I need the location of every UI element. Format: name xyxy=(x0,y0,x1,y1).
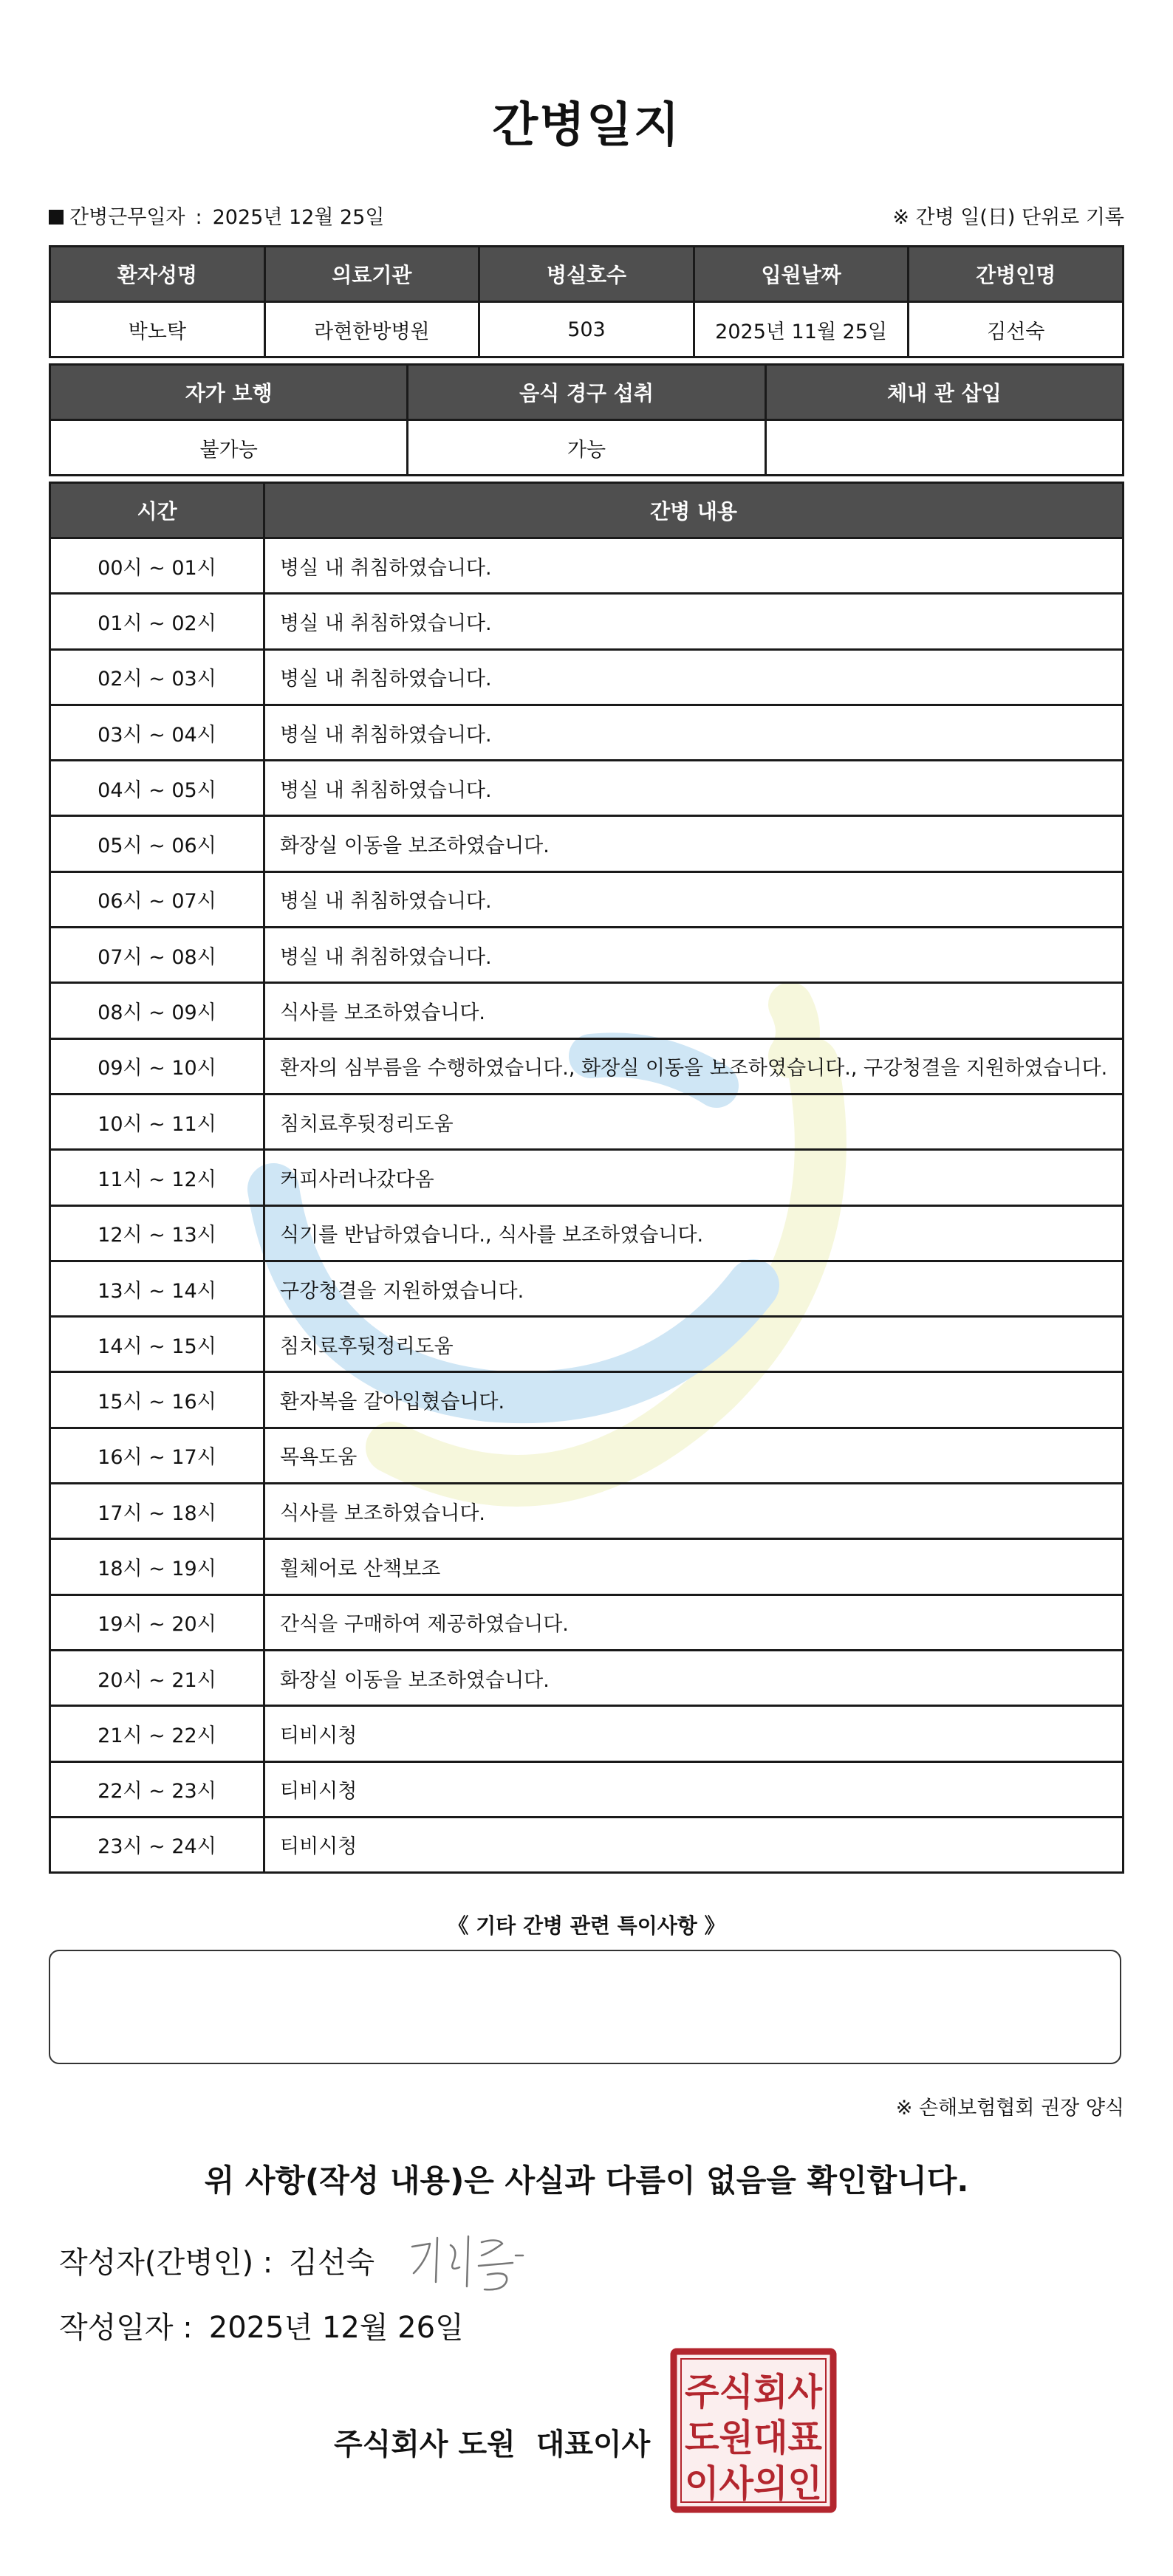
table-row xyxy=(50,1761,1124,1817)
hospital-name: 라현한방병원 xyxy=(264,302,479,357)
writer-name: 김선숙 xyxy=(289,2246,375,2280)
log-content: 화장실 이동을 보조하였습니다. xyxy=(264,816,1124,871)
svg-text:이사의인: 이사의인 xyxy=(685,2462,822,2505)
work-date-row xyxy=(49,201,1124,230)
log-content: 식사를 보조하였습니다. xyxy=(264,983,1124,1038)
log-time: 23시 ~ 24시 xyxy=(50,1817,264,1872)
table-row xyxy=(50,302,1124,357)
table-row xyxy=(50,1317,1124,1372)
log-time: 00시 ~ 01시 xyxy=(50,538,264,594)
log-time: 18시 ~ 19시 xyxy=(50,1539,264,1594)
log-content: 병실 내 취침하였습니다. xyxy=(264,649,1124,705)
table-row xyxy=(50,1038,1124,1094)
table-row xyxy=(50,871,1124,927)
log-time: 01시 ~ 02시 xyxy=(50,594,264,649)
log-time: 05시 ~ 06시 xyxy=(50,816,264,871)
written-date-label: 작성일자 : xyxy=(59,2311,193,2345)
table-row xyxy=(50,1261,1124,1316)
table-row xyxy=(50,983,1124,1038)
log-content: 커피사러나갔다옴 xyxy=(264,1150,1124,1205)
remarks-title: 《 기타 간병 관련 특이사항 》 xyxy=(448,1914,725,1938)
log-content: 병실 내 취침하였습니다. xyxy=(264,594,1124,649)
table-row xyxy=(50,538,1124,594)
header-hospital: 의료기관 xyxy=(264,247,479,302)
log-content: 병실 내 취침하였습니다. xyxy=(264,928,1124,983)
header-care-content: 간병 내용 xyxy=(264,483,1124,538)
oral-intake-value: 가능 xyxy=(408,420,765,476)
log-time: 17시 ~ 18시 xyxy=(50,1484,264,1539)
svg-text:도원대표: 도원대표 xyxy=(685,2416,823,2459)
tube-insertion-value xyxy=(765,420,1123,476)
log-time: 12시 ~ 13시 xyxy=(50,1205,264,1261)
table-row xyxy=(50,1205,1124,1261)
log-content: 휠체어로 산책보조 xyxy=(264,1539,1124,1594)
form-source-note: ※ 손해보험협회 권장 양식 xyxy=(895,2097,1124,2120)
log-content: 침치료후뒷정리도움 xyxy=(264,1094,1124,1149)
table-header-row xyxy=(50,365,1124,420)
writer-label: 작성자(간병인) : xyxy=(59,2246,273,2280)
patient-name: 박노탁 xyxy=(50,302,265,357)
log-time: 14시 ~ 15시 xyxy=(50,1317,264,1372)
header-tube-insertion: 체내 관 삽입 xyxy=(765,365,1123,420)
table-row xyxy=(50,1650,1124,1705)
table-row xyxy=(50,1484,1124,1539)
representative-title: 대표이사 xyxy=(536,2428,651,2462)
hourly-care-log-table xyxy=(49,482,1124,1874)
table-row xyxy=(50,761,1124,816)
caregiver-name: 김선숙 xyxy=(909,302,1124,357)
written-date-value: 2025년 12월 26일 xyxy=(208,2311,464,2345)
confirmation-statement: 위 사항(작성 내용)은 사실과 다름이 없음을 확인합니다. xyxy=(204,2162,969,2199)
log-time: 02시 ~ 03시 xyxy=(50,649,264,705)
log-content: 침치료후뒷정리도움 xyxy=(264,1317,1124,1372)
patient-info-table xyxy=(49,245,1124,358)
log-time: 10시 ~ 11시 xyxy=(50,1094,264,1149)
log-content: 병실 내 취침하였습니다. xyxy=(264,761,1124,816)
writer-line xyxy=(59,2239,375,2281)
header-oral-intake: 음식 경구 섭취 xyxy=(408,365,765,420)
svg-text:주식회사: 주식회사 xyxy=(685,2371,823,2414)
handwritten-signature xyxy=(405,2223,530,2297)
work-date-value: 2025년 12월 25일 xyxy=(212,206,385,229)
header-admission-date: 입원날짜 xyxy=(694,247,909,302)
log-content: 병실 내 취침하였습니다. xyxy=(264,871,1124,927)
header-self-walking: 자가 보행 xyxy=(50,365,408,420)
table-row xyxy=(50,1706,1124,1761)
company-line xyxy=(334,2421,650,2463)
table-row xyxy=(50,705,1124,760)
company-name: 주식회사 도원 xyxy=(334,2428,516,2462)
log-content: 식기를 반납하였습니다., 식사를 보조하였습니다. xyxy=(264,1205,1124,1261)
table-row xyxy=(50,594,1124,649)
log-time: 16시 ~ 17시 xyxy=(50,1428,264,1483)
written-date-line xyxy=(59,2304,464,2346)
log-content: 병실 내 취침하였습니다. xyxy=(264,538,1124,594)
log-content: 화장실 이동을 보조하였습니다. xyxy=(264,1650,1124,1705)
log-content: 식사를 보조하였습니다. xyxy=(264,1484,1124,1539)
header-room-number: 병실호수 xyxy=(479,247,694,302)
header-caregiver-name: 간병인명 xyxy=(909,247,1124,302)
log-content: 티비시청 xyxy=(264,1761,1124,1817)
table-row xyxy=(50,649,1124,705)
work-date-label: 간병근무일자 xyxy=(69,206,185,229)
table-row xyxy=(50,1817,1124,1872)
log-content: 티비시청 xyxy=(264,1706,1124,1761)
log-time: 20시 ~ 21시 xyxy=(50,1650,264,1705)
patient-status-table xyxy=(49,363,1124,476)
table-row xyxy=(50,1428,1124,1483)
company-seal-stamp xyxy=(669,2347,838,2514)
log-time: 13시 ~ 14시 xyxy=(50,1261,264,1316)
header-time: 시간 xyxy=(50,483,264,538)
log-content: 티비시청 xyxy=(264,1817,1124,1872)
log-time: 11시 ~ 12시 xyxy=(50,1150,264,1205)
table-row xyxy=(50,1594,1124,1650)
log-content: 병실 내 취침하였습니다. xyxy=(264,705,1124,760)
log-time: 21시 ~ 22시 xyxy=(50,1706,264,1761)
table-row xyxy=(50,1094,1124,1149)
admission-date: 2025년 11월 25일 xyxy=(694,302,909,357)
log-content: 목욕도움 xyxy=(264,1428,1124,1483)
table-row xyxy=(50,1539,1124,1594)
work-date-separator: : xyxy=(195,206,202,229)
table-row xyxy=(50,1150,1124,1205)
log-time: 08시 ~ 09시 xyxy=(50,983,264,1038)
remarks-box xyxy=(49,1950,1121,2064)
table-row xyxy=(50,816,1124,871)
log-time: 19시 ~ 20시 xyxy=(50,1594,264,1650)
table-header-row xyxy=(50,483,1124,538)
table-row xyxy=(50,1372,1124,1428)
log-content: 간식을 구매하여 제공하였습니다. xyxy=(264,1594,1124,1650)
page-title: 간병일지 xyxy=(492,98,681,153)
log-time: 03시 ~ 04시 xyxy=(50,705,264,760)
log-time: 07시 ~ 08시 xyxy=(50,928,264,983)
square-bullet-icon xyxy=(49,210,64,225)
table-header-row xyxy=(50,247,1124,302)
log-content: 구강청결을 지원하였습니다. xyxy=(264,1261,1124,1316)
work-date xyxy=(49,201,384,230)
log-content: 환자의 심부름을 수행하였습니다., 화장실 이동을 보조하였습니다., 구강청결을 지원하였습니다. xyxy=(264,1038,1124,1094)
log-time: 06시 ~ 07시 xyxy=(50,871,264,927)
log-time: 22시 ~ 23시 xyxy=(50,1761,264,1817)
room-number: 503 xyxy=(479,302,694,357)
log-content: 환자복을 갈아입혔습니다. xyxy=(264,1372,1124,1428)
log-time: 04시 ~ 05시 xyxy=(50,761,264,816)
log-time: 15시 ~ 16시 xyxy=(50,1372,264,1428)
table-row xyxy=(50,928,1124,983)
header-patient-name: 환자성명 xyxy=(50,247,265,302)
self-walking-value: 불가능 xyxy=(50,420,408,476)
record-unit-note: ※ 간병 일(日) 단위로 기록 xyxy=(892,206,1124,229)
table-row xyxy=(50,420,1124,476)
log-time: 09시 ~ 10시 xyxy=(50,1038,264,1094)
